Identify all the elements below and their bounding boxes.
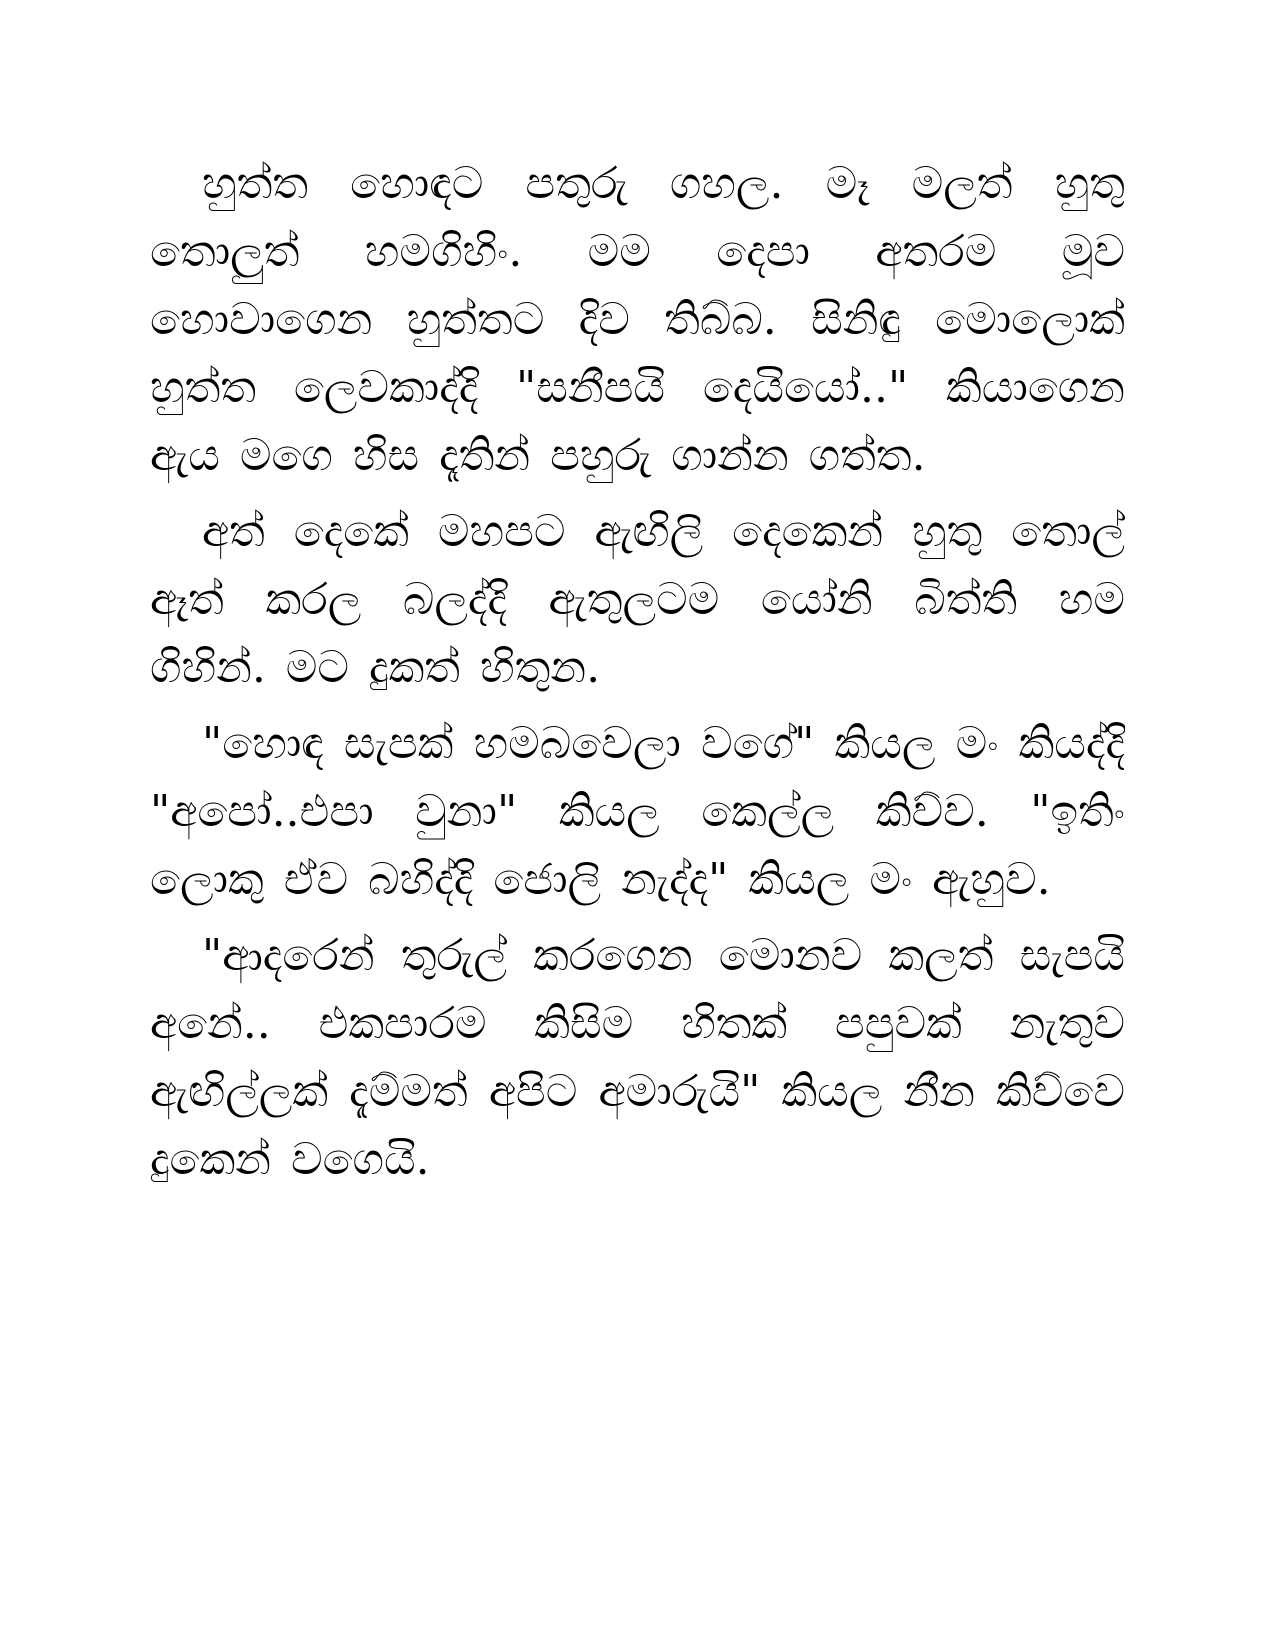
paragraph-2: අත් දෙකේ මහපට ඇඟිලි දෙකෙන් හුතු තොල් ඈත් කරල බලද්දි ඇතුලටම යෝනි බිත්ති හම ගිහින්. මට දුකත් හිතුන. <box>150 506 1125 693</box>
paragraph-1: හුත්ත හොඳට පතුරු ගහල. මෑ මලත් හුතු තොලුත් හමගිහිං. මම දෙපා අතරම මූව හොවාගෙන හුත්තට දිව තිබ්බ. සිනිඳු මොලොක් හුත්ත ලෙවකාද්දි "සනීපයි දෙයියෝ.." කියාගෙන ඇය මගෙ හිස දෑතින් පහුරු ගාන්න ගත්ත. <box>150 158 1125 481</box>
paragraph-4: "ආදරෙන් තුරුල් කරගෙන මොනව කලත් සැපයි අනේ.. එකපාරම කිසිම හිතක් පපුවක් නැතුව ඇඟිල්ලක් දැම්මත් අපිට අමාරුයි" කියල නීන කිව්වෙ දුකෙන් වගෙයි. <box>150 930 1125 1185</box>
document-page <box>150 150 1125 1530</box>
paragraph-3: "හොඳ සැපක් හමබවෙලා වගේ" කියල මං කියද්දි "අපෝ..එපා වුනා" කියල කෙල්ල කිව්ව. "ඉතිං ලොකු ඒව බහිද්දි ජොලි නැද්ද" කියල මං ඇහුව. <box>150 718 1125 905</box>
